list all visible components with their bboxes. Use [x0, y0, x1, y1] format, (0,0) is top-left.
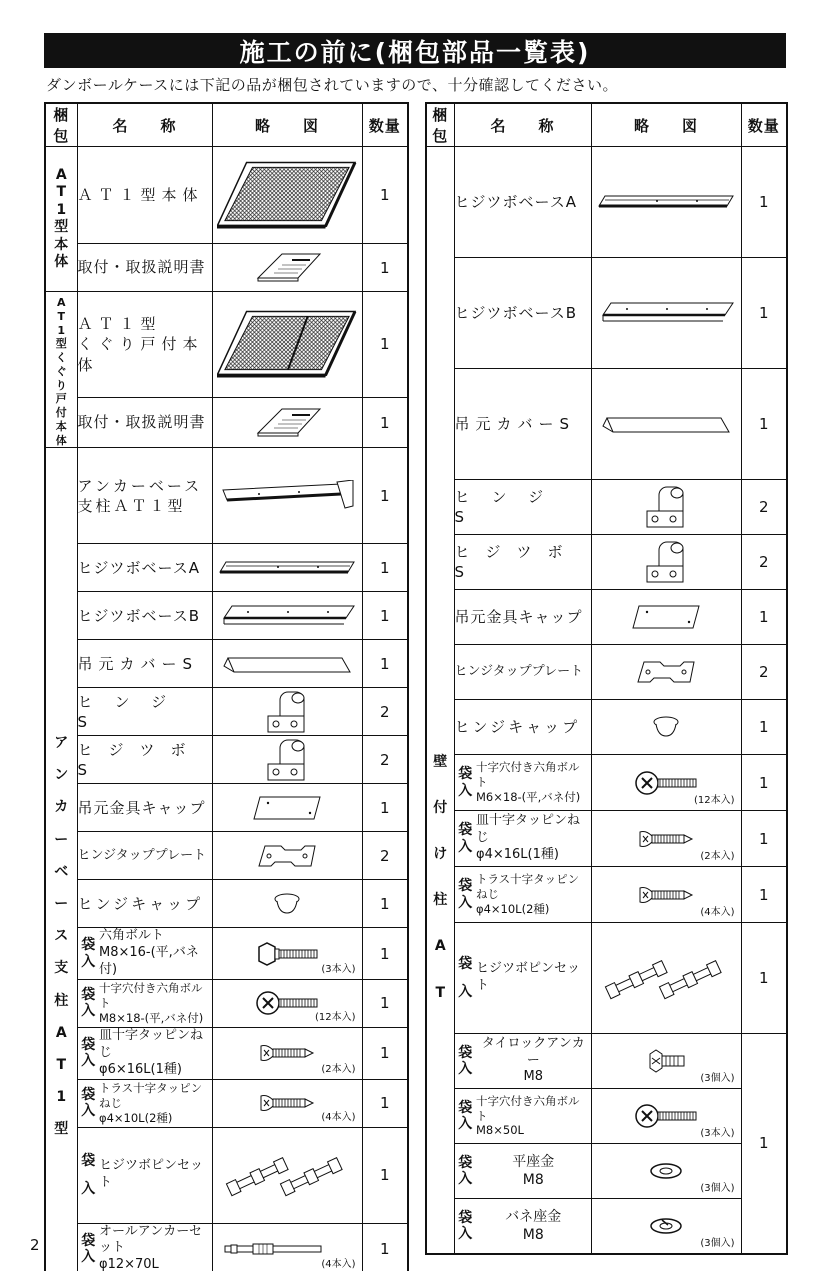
part-name: ヒジツボベースB — [77, 592, 212, 640]
part-qty: 1 — [741, 1034, 787, 1254]
pack-count: (12本入) — [314, 1011, 356, 1023]
part-name: トラス十字タッピンねじ φ4×10L(2種) — [99, 1079, 212, 1127]
pack-group-wall-post: 壁付け柱AT — [426, 147, 454, 1254]
manual-figure — [212, 397, 362, 447]
part-qty: 1 — [362, 640, 408, 688]
part-qty: 2 — [362, 736, 408, 784]
pack-count: (4本入) — [321, 1111, 356, 1123]
bag-label: 袋入 — [454, 1144, 476, 1199]
part-qty: 1 — [741, 258, 787, 369]
table-row — [45, 544, 408, 592]
hinge-figure — [591, 480, 741, 535]
table-row — [426, 867, 787, 923]
bag-label: 袋入 — [454, 1089, 476, 1144]
part-qty: 1 — [362, 592, 408, 640]
table-header — [45, 103, 408, 147]
truss-tapping-screw-figure — [212, 1079, 362, 1127]
table-row — [426, 755, 787, 811]
part-name: ヒンジキャップ — [454, 700, 591, 755]
part-qty: 2 — [741, 480, 787, 535]
table-row — [426, 1199, 787, 1254]
part-name: ヒンジS — [454, 480, 591, 535]
table-row — [45, 592, 408, 640]
metal-cap-plate-figure — [212, 784, 362, 832]
pack-group-anchor-base: アンカーベース支柱AT1型 — [45, 448, 77, 1271]
cross-hex-bolt-figure — [591, 755, 741, 811]
part-name: バネ座金 M8 — [476, 1199, 591, 1254]
part-name: ヒンジキャップ — [77, 880, 212, 928]
flat-washer-figure — [591, 1144, 741, 1199]
part-qty: 1 — [362, 1079, 408, 1127]
part-name: 吊元金具キャップ — [77, 784, 212, 832]
part-qty: 1 — [362, 928, 408, 980]
table-row — [45, 448, 408, 544]
part-qty: 1 — [362, 544, 408, 592]
pack-count: (12本入) — [693, 795, 735, 806]
header-diagram: 略 図 — [212, 103, 362, 147]
part-name: 十字穴付き六角ボルト M6×18-(平,バネ付) — [476, 755, 591, 811]
bag-label: 袋入 — [77, 1127, 99, 1223]
part-qty: 1 — [741, 369, 787, 480]
part-name: 吊元金具キャップ — [454, 590, 591, 645]
table-row — [45, 292, 408, 398]
table-row — [426, 480, 787, 535]
table-row — [45, 736, 408, 784]
part-name: 取付・取扱説明書 — [77, 397, 212, 447]
hijitsubo-figure — [591, 535, 741, 590]
bag-label: 袋入 — [77, 979, 99, 1027]
table-row — [426, 1034, 787, 1089]
at1-kuguri-body-figure — [212, 292, 362, 398]
flat-tapping-screw-figure — [591, 811, 741, 867]
table-row — [45, 688, 408, 736]
spring-washer-figure — [591, 1199, 741, 1254]
table-row — [426, 258, 787, 369]
tsurimoto-cover-figure — [212, 640, 362, 688]
part-name: ヒジツボベースB — [454, 258, 591, 369]
at1-body-figure — [212, 147, 362, 244]
all-anchor-set-figure — [212, 1223, 362, 1271]
header-name: 名 称 — [77, 103, 212, 147]
bag-label: 袋入 — [454, 1034, 476, 1089]
part-name: ヒンジタッププレート — [454, 645, 591, 700]
anchor-base-post-figure — [212, 448, 362, 544]
bag-label: 袋入 — [454, 811, 476, 867]
part-name: 十字穴付き六角ボルト M8×50L — [476, 1089, 591, 1144]
part-name: ヒンジS — [77, 688, 212, 736]
bag-label: 袋入 — [454, 867, 476, 923]
part-qty: 1 — [362, 880, 408, 928]
part-qty: 2 — [362, 832, 408, 880]
table-row — [426, 147, 787, 258]
part-name: ヒジツボベースA — [77, 544, 212, 592]
table-row — [45, 147, 408, 244]
bag-label: 袋入 — [454, 755, 476, 811]
part-qty: 1 — [362, 979, 408, 1027]
table-row — [45, 640, 408, 688]
part-name: ヒジツボピンセット — [99, 1127, 212, 1223]
left-parts-table — [44, 102, 409, 1271]
part-qty: 1 — [362, 1223, 408, 1271]
tsurimoto-cover-figure — [591, 369, 741, 480]
header-pack: 梱包 — [426, 103, 454, 147]
part-qty: 1 — [362, 448, 408, 544]
part-qty: 1 — [362, 397, 408, 447]
part-name: 皿十字タッピンねじ φ6×16L(1種) — [99, 1027, 212, 1079]
pack-group-at1-body: AT1型本体 — [45, 147, 77, 292]
hinge-cap-figure — [212, 880, 362, 928]
part-name: ヒジツボS — [454, 535, 591, 590]
part-qty: 1 — [362, 1127, 408, 1223]
hijitsubo-pinset-figure — [591, 923, 741, 1034]
pack-count: (3個入) — [700, 1073, 735, 1084]
table-row — [45, 832, 408, 880]
truss-tapping-screw-figure — [591, 867, 741, 923]
hinge-tap-plate-figure — [212, 832, 362, 880]
part-name: 取付・取扱説明書 — [77, 244, 212, 292]
metal-cap-plate-figure — [591, 590, 741, 645]
pack-count: (2本入) — [321, 1063, 356, 1075]
table-row — [426, 535, 787, 590]
part-qty: 1 — [741, 811, 787, 867]
part-qty: 1 — [741, 590, 787, 645]
part-qty: 1 — [741, 867, 787, 923]
hijitsubo-base-a-figure — [212, 544, 362, 592]
table-row — [426, 811, 787, 867]
table-row — [426, 700, 787, 755]
pack-count: (4本入) — [321, 1259, 356, 1271]
part-name: 平座金 M8 — [476, 1144, 591, 1199]
table-row — [45, 1027, 408, 1079]
part-name: トラス十字タッピンねじ φ4×10L(2種) — [476, 867, 591, 923]
header-name: 名 称 — [454, 103, 591, 147]
bag-label: 袋入 — [77, 1223, 99, 1271]
flat-tapping-screw-figure — [212, 1027, 362, 1079]
part-name: オールアンカーセット φ12×70L — [99, 1223, 212, 1271]
bag-label: 袋入 — [454, 923, 476, 1034]
hex-bolt-figure — [212, 928, 362, 980]
right-parts-table — [425, 102, 788, 1255]
cross-hex-bolt-m8-figure — [591, 1089, 741, 1144]
part-qty: 1 — [362, 244, 408, 292]
part-name: ヒジツボS — [77, 736, 212, 784]
part-name: タイロックアンカー M8 — [476, 1034, 591, 1089]
part-name: 六角ボルト M8×16-(平,バネ付) — [99, 928, 212, 980]
intro-text: ダンボールケースには下記の品が梱包されていますので、十分確認してください。 — [46, 76, 619, 94]
part-qty: 1 — [741, 700, 787, 755]
page-number: 2 — [30, 1236, 40, 1254]
header-qty: 数量 — [741, 103, 787, 147]
bag-label: 袋入 — [77, 1027, 99, 1079]
part-qty: 2 — [741, 535, 787, 590]
hijitsubo-base-b-figure — [591, 258, 741, 369]
table-row — [45, 784, 408, 832]
part-qty: 1 — [362, 784, 408, 832]
pack-count: (3本入) — [700, 1128, 735, 1139]
part-name: ＡＴ１型本体 — [77, 147, 212, 244]
pack-count: (3個入) — [700, 1237, 735, 1249]
page-title: 施工の前に(梱包部品一覧表) — [44, 33, 786, 68]
tylock-anchor-figure — [591, 1034, 741, 1089]
part-name: ヒジツボピンセット — [476, 923, 591, 1034]
part-qty: 1 — [362, 1027, 408, 1079]
part-qty: 1 — [741, 147, 787, 258]
part-qty: 1 — [362, 292, 408, 398]
header-diagram: 略 図 — [591, 103, 741, 147]
table-row — [45, 928, 408, 980]
hinge-cap-figure — [591, 700, 741, 755]
hijitsubo-pinset-figure — [212, 1127, 362, 1223]
part-name: アンカーベース 支柱ＡＴ１型 — [77, 448, 212, 544]
table-row — [426, 923, 787, 1034]
table-row — [45, 1079, 408, 1127]
table-row — [45, 1127, 408, 1223]
table-header — [426, 103, 787, 147]
part-name: 皿十字タッピンねじ φ4×16L(1種) — [476, 811, 591, 867]
table-row — [426, 369, 787, 480]
table-row — [426, 645, 787, 700]
pack-count: (4本入) — [700, 907, 735, 918]
hijitsubo-base-a-figure — [591, 147, 741, 258]
table-row — [45, 244, 408, 292]
manual-figure — [212, 244, 362, 292]
table-row — [426, 1089, 787, 1144]
part-qty: 1 — [741, 923, 787, 1034]
part-name: 吊元カバーS — [454, 369, 591, 480]
bag-label: 袋入 — [77, 1079, 99, 1127]
part-qty: 2 — [362, 688, 408, 736]
hinge-figure — [212, 688, 362, 736]
cross-hex-bolt-figure — [212, 979, 362, 1027]
pack-count: (2本入) — [700, 851, 735, 862]
pack-count: (3本入) — [321, 963, 356, 975]
part-name: ヒンジタッププレート — [77, 832, 212, 880]
table-row — [45, 1223, 408, 1271]
header-qty: 数量 — [362, 103, 408, 147]
table-row — [45, 979, 408, 1027]
table-row — [45, 397, 408, 447]
part-qty: 2 — [741, 645, 787, 700]
part-qty: 1 — [741, 755, 787, 811]
part-name: ヒジツボベースA — [454, 147, 591, 258]
header-pack: 梱包 — [45, 103, 77, 147]
table-row — [426, 590, 787, 645]
table-row — [45, 880, 408, 928]
hinge-tap-plate-figure — [591, 645, 741, 700]
hijitsubo-base-b-figure — [212, 592, 362, 640]
pack-count: (3個入) — [700, 1183, 735, 1194]
pack-group-at1-kuguri: AT1型くぐり戸付本体 — [45, 292, 77, 448]
bag-label: 袋入 — [454, 1199, 476, 1254]
table-row — [426, 1144, 787, 1199]
part-name: 十字穴付き六角ボルト M8×18-(平,バネ付) — [99, 979, 212, 1027]
part-name: 吊元カバーS — [77, 640, 212, 688]
part-name: ＡＴ１型 くぐり戸付本体 — [77, 292, 212, 398]
bag-label: 袋入 — [77, 928, 99, 980]
hijitsubo-figure — [212, 736, 362, 784]
part-qty: 1 — [362, 147, 408, 244]
